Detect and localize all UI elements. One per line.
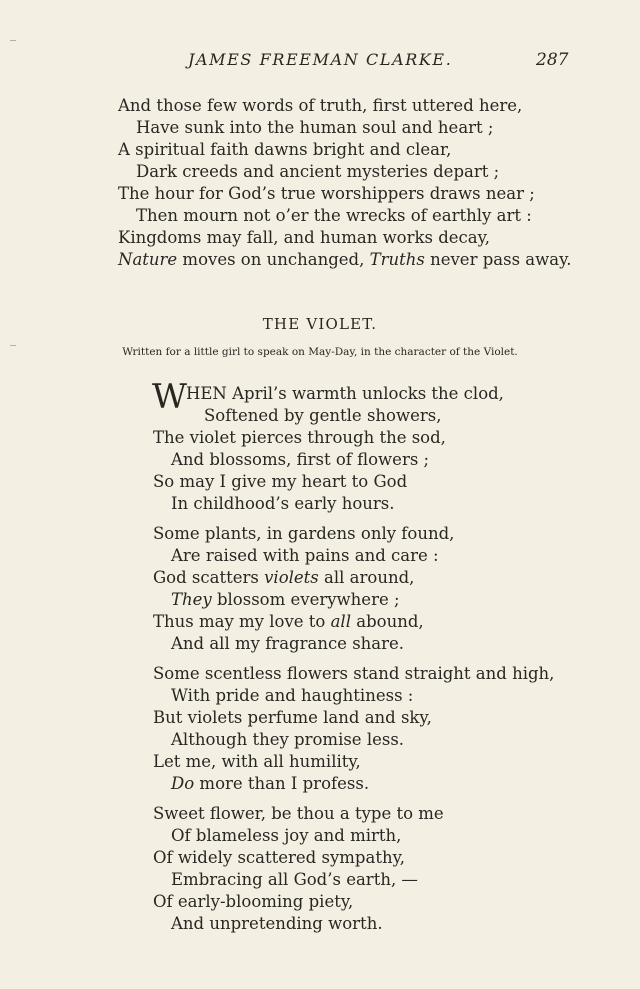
- verse-line: And unpretending worth.: [171, 914, 383, 933]
- poem-title: THE VIOLET.: [262, 315, 378, 333]
- verse-line: A spiritual faith dawns bright and clear,: [118, 140, 452, 159]
- verse-line: Of widely scattered sympathy,: [153, 848, 405, 867]
- drop-cap: W: [152, 377, 187, 417]
- verse-text: moves on unchanged,: [177, 250, 370, 269]
- verse-line: Are raised with pains and care :: [171, 546, 439, 565]
- verse-line: The hour for God’s true worshippers draws near ;: [118, 184, 535, 203]
- verse-text: never pass away.: [424, 250, 572, 269]
- verse-line: But violets perfume land and sky,: [153, 708, 432, 727]
- verse-line: Softened by gentle showers,: [204, 406, 442, 425]
- verse-line: So may I give my heart to God: [153, 472, 408, 491]
- verse-line: HEN April’s warmth unlocks the clod,: [186, 384, 504, 403]
- verse-line: And those few words of truth, first uttered here,: [118, 96, 523, 115]
- italic-word: violets: [264, 568, 319, 587]
- verse-line: Embracing all God’s earth, —: [171, 870, 418, 889]
- verse-line: Dark creeds and ancient mysteries depart ;: [136, 162, 500, 181]
- verse-text: God scatters: [153, 568, 265, 587]
- verse-line: Sweet flower, be thou a type to me: [153, 804, 444, 823]
- verse-line: Some plants, in gardens only found,: [153, 524, 455, 543]
- verse-text: Thus may my love to: [153, 612, 331, 631]
- verse-line: Some scentless flowers stand straight and high,: [153, 664, 555, 683]
- italic-word: Do: [171, 774, 195, 793]
- verse-line: Kingdoms may fall, and human works decay,: [118, 228, 490, 247]
- running-title: JAMES FREEMAN CLARKE.: [188, 50, 453, 69]
- verse-line: And all my fragrance share.: [171, 634, 405, 653]
- margin-mark: [10, 40, 16, 41]
- verse-line: In childhood’s early hours.: [171, 494, 395, 513]
- page-number: 287: [536, 50, 569, 70]
- verse-line: The violet pierces through the sod,: [153, 428, 446, 447]
- verse-line: [171, 776, 369, 793]
- verse-text: abound,: [351, 612, 424, 631]
- italic-word: They: [171, 590, 212, 609]
- verse-text: more than I profess.: [194, 774, 370, 793]
- running-head: [0, 50, 640, 74]
- verse-text: blossom everywhere ;: [211, 590, 400, 609]
- verse-line: [153, 570, 414, 587]
- verse-line: [171, 592, 400, 609]
- verse-line: [118, 252, 571, 269]
- poem-subtitle: Written for a little girl to speak on May-Day, in the character of the Violet.: [122, 346, 518, 358]
- verse-line: Let me, with all humility,: [153, 752, 361, 771]
- verse-line: With pride and haughtiness :: [171, 686, 414, 705]
- verse-line: Of blameless joy and mirth,: [171, 826, 402, 845]
- verse-line: [153, 614, 424, 631]
- verse-text: all around,: [318, 568, 415, 587]
- verse-line: And blossoms, first of flowers ;: [171, 450, 430, 469]
- verse-line: Of early-blooming piety,: [153, 892, 354, 911]
- italic-word: Nature: [118, 250, 178, 269]
- verse-line: Although they promise less.: [171, 730, 405, 749]
- italic-word: Truths: [369, 250, 425, 269]
- italic-word: all: [330, 612, 351, 631]
- verse-line: Then mourn not o’er the wrecks of earthly art :: [136, 206, 532, 225]
- verse-line: Have sunk into the human soul and heart ;: [136, 118, 494, 137]
